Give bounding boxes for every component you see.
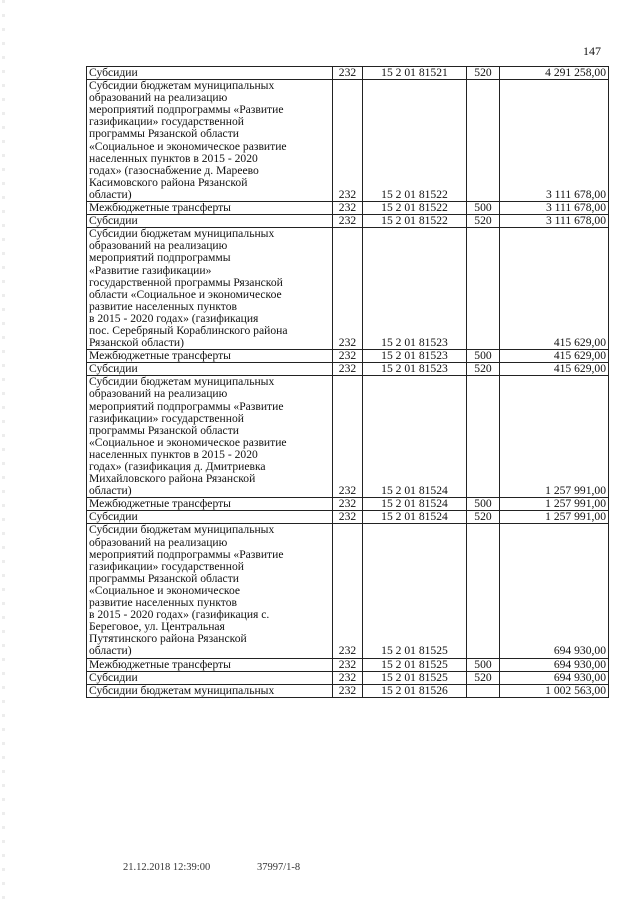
row-vr-cell: 500 [467,498,500,511]
row-csr-cell: 15 2 01 81522 [363,202,467,215]
row-vr-cell: 500 [467,350,500,363]
table-row [87,376,609,498]
table-row [87,215,609,228]
row-grbs-cell: 232 [333,215,363,228]
row-csr-cell: 15 2 01 81523 [363,350,467,363]
row-sum-cell: 694 930,00 [500,658,609,671]
row-name-cell: Субсидии [87,511,333,524]
row-grbs-cell: 232 [333,498,363,511]
row-sum-cell: 1 257 991,00 [500,511,609,524]
row-grbs-cell: 232 [333,80,363,202]
row-csr-cell: 15 2 01 81521 [363,67,467,80]
row-name-cell: Межбюджетные трансферты [87,658,333,671]
table-row [87,658,609,671]
table-row [87,363,609,376]
row-grbs-cell: 232 [333,658,363,671]
row-name-cell: Субсидии бюджетам муниципальных образований на реализацию мероприятий подпрограммы «Развитие газификации» государственной программы Рязанской области «Социальное и экономическое развитие населенных пунктов в 2015 - 2020 годах» (газификация с. Береговое, ул. Центральная Путятинского района Рязанской области) [87,524,333,658]
row-name-cell: Субсидии бюджетам муниципальных образований на реализацию мероприятий подпрограммы «Развитие газификации» государственной программы Рязанской области «Социальное и экономическое развитие населенных пунктов в 2015 - 2020 годах» (газификация д. Дмитриевка Михайловского района Рязанской области) [87,376,333,498]
table-row [87,202,609,215]
row-grbs-cell: 232 [333,350,363,363]
row-vr-cell: 520 [467,215,500,228]
row-sum-cell: 415 629,00 [500,350,609,363]
row-csr-cell: 15 2 01 81526 [363,684,467,697]
scan-edge-artifact [2,0,5,905]
row-sum-cell: 4 291 258,00 [500,67,609,80]
row-vr-cell: 520 [467,511,500,524]
row-name-cell: Межбюджетные трансферты [87,350,333,363]
row-csr-cell: 15 2 01 81522 [363,215,467,228]
row-csr-cell: 15 2 01 81525 [363,524,467,658]
row-sum-cell: 1 257 991,00 [500,376,609,498]
row-vr-cell: 520 [467,671,500,684]
row-sum-cell: 3 111 678,00 [500,202,609,215]
footer-datetime: 21.12.2018 12:39:00 [123,862,211,873]
row-name-cell: Субсидии бюджетам муниципальных образований на реализацию мероприятий подпрограммы «Развитие газификации» государственной программы Рязанской области «Социальное и экономическое развитие населенных пунктов в 2015 - 2020 годах» (газоснабжение д. Мареево Касимовского района Рязанской области) [87,80,333,202]
row-csr-cell: 15 2 01 81524 [363,498,467,511]
row-vr-cell: 500 [467,202,500,215]
row-vr-cell [467,376,500,498]
row-name-cell: Межбюджетные трансферты [87,202,333,215]
row-vr-cell [467,228,500,350]
row-csr-cell: 15 2 01 81523 [363,228,467,350]
row-sum-cell: 415 629,00 [500,363,609,376]
row-sum-cell: 415 629,00 [500,228,609,350]
table-row [87,684,609,697]
row-csr-cell: 15 2 01 81524 [363,511,467,524]
row-name-cell: Субсидии бюджетам муниципальных [87,684,333,697]
table-row [87,671,609,684]
row-grbs-cell: 232 [333,671,363,684]
row-vr-cell [467,684,500,697]
row-grbs-cell: 232 [333,511,363,524]
row-name-cell: Субсидии [87,67,333,80]
row-csr-cell: 15 2 01 81524 [363,376,467,498]
row-vr-cell: 520 [467,67,500,80]
table-row [87,350,609,363]
table-row [87,67,609,80]
row-sum-cell: 1 257 991,00 [500,498,609,511]
table-row [87,498,609,511]
row-sum-cell: 694 930,00 [500,671,609,684]
row-grbs-cell: 232 [333,684,363,697]
budget-table-body [87,67,609,698]
row-vr-cell: 500 [467,658,500,671]
row-sum-cell: 1 002 563,00 [500,684,609,697]
row-grbs-cell: 232 [333,228,363,350]
row-name-cell: Межбюджетные трансферты [87,498,333,511]
row-vr-cell [467,524,500,658]
row-csr-cell: 15 2 01 81523 [363,363,467,376]
row-grbs-cell: 232 [333,524,363,658]
row-sum-cell: 694 930,00 [500,524,609,658]
row-sum-cell: 3 111 678,00 [500,215,609,228]
row-csr-cell: 15 2 01 81522 [363,80,467,202]
row-grbs-cell: 232 [333,363,363,376]
row-name-cell: Субсидии [87,363,333,376]
row-grbs-cell: 232 [333,67,363,80]
row-name-cell: Субсидии бюджетам муниципальных образований на реализацию мероприятий подпрограммы «Развитие газификации» государственной программы Рязанской области «Социальное и экономическое развитие населенных пунктов в 2015 - 2020 годах» (газификация пос. Серебряный Кораблинского района Рязанской области) [87,228,333,350]
row-sum-cell: 3 111 678,00 [500,80,609,202]
row-grbs-cell: 232 [333,202,363,215]
row-name-cell: Субсидии [87,671,333,684]
table-row [87,524,609,658]
row-grbs-cell: 232 [333,376,363,498]
table-row [87,511,609,524]
row-vr-cell [467,80,500,202]
table-row [87,228,609,350]
footer-document-code: 37997/1-8 [257,862,301,873]
row-csr-cell: 15 2 01 81525 [363,658,467,671]
row-csr-cell: 15 2 01 81525 [363,671,467,684]
row-vr-cell: 520 [467,363,500,376]
page-number: 147 [583,44,601,58]
row-name-cell: Субсидии [87,215,333,228]
budget-table [86,66,609,698]
table-row [87,80,609,202]
